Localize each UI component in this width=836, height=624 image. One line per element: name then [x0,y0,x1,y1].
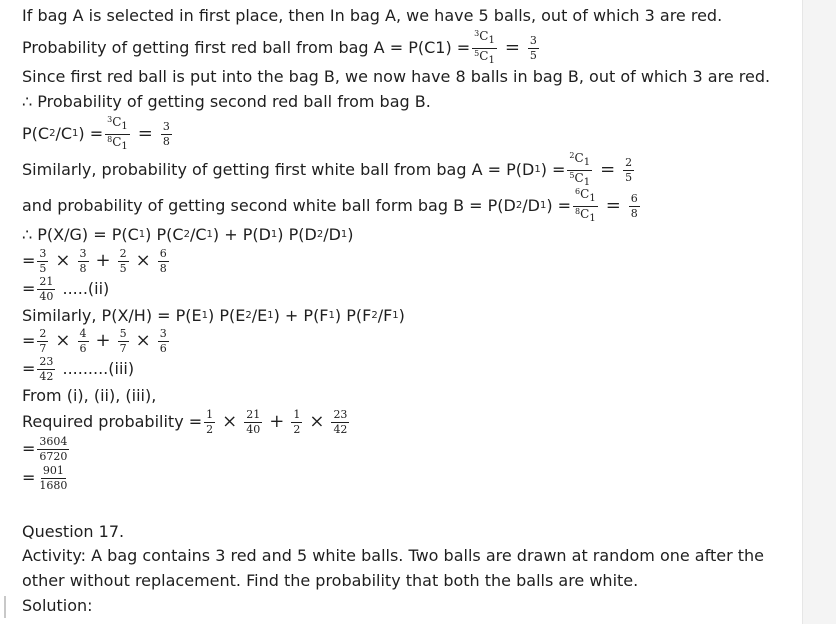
left-border [4,596,6,618]
fraction: $\frac{1}{2}$ [293,408,301,436]
fraction: $\frac{901}{1680}$ [39,464,68,492]
fraction: $\frac{^6C_1}{^8C_1}$ [575,187,596,224]
formula-line: = $\frac{21}{40}$ .....(ii) [22,275,110,303]
fraction: $\frac{2}{7}$ [39,327,47,355]
formula-line: Similarly, P(X/H) = P(E 1 ) P(E 2 /E 1 ) + P(F 1 ) P(F 2 /F 1 ) [22,306,405,325]
scrollbar-track[interactable] [802,0,836,624]
fraction: $\frac{23}{42}$ [333,408,348,436]
text-line: If bag A is selected in first place, then In bag A, we have 5 balls, out of which 3 are red. [22,6,723,25]
formula-line: = $\frac{3}{5}$ × $\frac{3}{8}$ + $\frac{2}{5}$ × $\frac{6}{8}$ [22,247,167,275]
text-line: Since first red ball is put into the bag B, we now have 8 balls in bag B, out of which 3 are red. [22,67,771,86]
fraction: $\frac{3}{6}$ [159,327,167,355]
formula-line: Required probability = $\frac{1}{2}$ × $\frac{21}{40}$ + $\frac{1}{2}$ × $\frac{23}{42}$ [22,408,348,436]
formula-line: = $\frac{3604}{6720}$ [22,435,68,463]
fraction: $\frac{23}{42}$ [39,355,54,383]
question-text: other without replacement. Find the probability that both the balls are white. [22,571,639,590]
fraction: $\frac{5}{7}$ [119,327,127,355]
formula-line: = $\frac{2}{7}$ × $\frac{4}{6}$ + $\frac{5}{7}$ × $\frac{3}{6}$ [22,327,167,355]
fraction: $\frac{^3C_1}{^5C_1}$ [474,29,495,66]
formula-line: ∴ P(X/G) = P(C 1 ) P(C 2 /C 1 ) + P(D 1 ) P(D 2 /D 1 ) [22,225,354,244]
fraction: $\frac{3}{8}$ [79,247,87,275]
fraction: $\frac{6}{8}$ [159,247,167,275]
fraction: $\frac{3}{5}$ [39,247,47,275]
formula-line: and probability of getting second white ball form bag B = P(D 2 /D 1 ) = $\frac{^6C_1}{^8C_1}$ = $\frac{6}{8}$ [22,187,638,224]
fraction: $\frac{3}{5}$ [529,33,537,62]
fraction: $\frac{2}{5}$ [119,247,127,275]
fraction: $\frac{6}{8}$ [630,191,638,220]
fraction: $\frac{^2C_1}{^5C_1}$ [569,151,591,188]
fraction: $\frac{3604}{6720}$ [39,435,68,463]
question-text: Activity: A bag contains 3 red and 5 white balls. Two balls are drawn at random one after the [22,546,764,565]
fraction: $\frac{2}{5}$ [625,155,633,184]
formula-line: = $\frac{23}{42}$ .........(iii) [22,355,135,383]
solution-label: Solution: [22,596,93,615]
formula-line: P(C 2 /C 1 ) = $\frac{^3C_1}{^8C_1}$ = $\frac{3}{8}$ [22,115,170,152]
formula-line: Similarly, probability of getting first white ball from bag A = P(D 1 ) = $\frac{^2C_1}{^5C_1}$ = $\frac{2}{5}$ [22,151,633,188]
text-line: From (i), (ii), (iii), [22,386,157,405]
formula-line: = $\frac{901}{1680}$ [22,464,68,492]
fraction: $\frac{21}{40}$ [246,408,261,436]
fraction: $\frac{4}{6}$ [79,327,87,355]
formula-line: Probability of getting first red ball from bag A = P(C1) = $\frac{^3C_1}{^5C_1}$ = $\frac{3}{5}$ [22,29,537,66]
fraction: $\frac{21}{40}$ [39,275,54,303]
text-line: ∴ Probability of getting second red ball from bag B. [22,92,431,111]
fraction: $\frac{3}{8}$ [162,119,170,148]
fraction: $\frac{^3C_1}{^8C_1}$ [107,115,128,152]
question-heading: Question 17. [22,522,125,541]
fraction: $\frac{1}{2}$ [206,408,214,436]
